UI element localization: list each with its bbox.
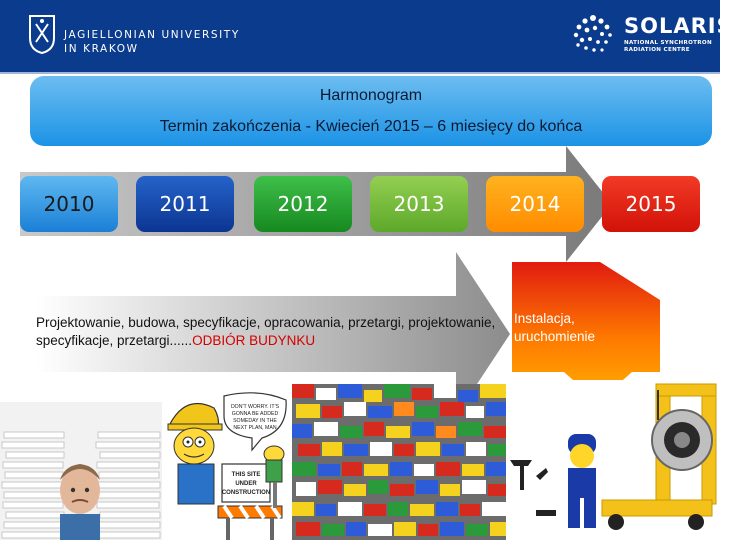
phase1-description [36, 314, 496, 350]
banner-title: Harmonogram [319, 87, 423, 104]
lego-workshop-photo [506, 380, 720, 540]
solaris-logo-title: SOLARIS [624, 14, 733, 38]
year-box-2015: 2015 [602, 176, 700, 232]
year-box-2012: 2012 [254, 176, 352, 232]
svg-text:SOMEDAY IN THE: SOMEDAY IN THE [233, 418, 277, 424]
solaris-sub-line1: NATIONAL SYNCHROTRON [624, 40, 712, 46]
phase1-text: Projektowanie, budowa, specyfikacje, opracowania, przetargi, projektowanie, specyfikacje, przetargi...... [36, 315, 496, 348]
year-box-2011: 2011 [136, 176, 234, 232]
sign-text: THIS SITE [231, 472, 261, 478]
lego-bricks-photo [292, 384, 506, 540]
paperwork-photo [0, 402, 162, 540]
phase1-highlight: ODBIÓR BUDYNKU [192, 333, 316, 348]
phase2-description: Instalacja, uruchomienie [514, 311, 596, 344]
university-name-line2: IN KRAKOW [64, 43, 139, 55]
svg-text:GONNA BE ADDED: GONNA BE ADDED [231, 411, 279, 417]
construction-cartoon [162, 384, 292, 540]
svg-text:CONSTRUCTION: CONSTRUCTION [221, 490, 271, 496]
year-box-2013: 2013 [370, 176, 468, 232]
speech-bubble-text: DON'T WORRY. IT'S [230, 404, 280, 410]
solaris-sub-line2: RADIATION CENTRE [624, 47, 690, 53]
year-box-2014: 2014 [486, 176, 584, 232]
banner-subtitle: Termin zakończenia - Kwiecień 2015 – 6 miesięcy do końca [159, 118, 583, 135]
svg-text:NEXT PLAN, MAN: NEXT PLAN, MAN [233, 425, 277, 431]
university-name-line1: JAGIELLONIAN UNIVERSITY [64, 29, 240, 41]
svg-text:UNDER: UNDER [235, 481, 257, 487]
year-box-2010: 2010 [20, 176, 118, 232]
